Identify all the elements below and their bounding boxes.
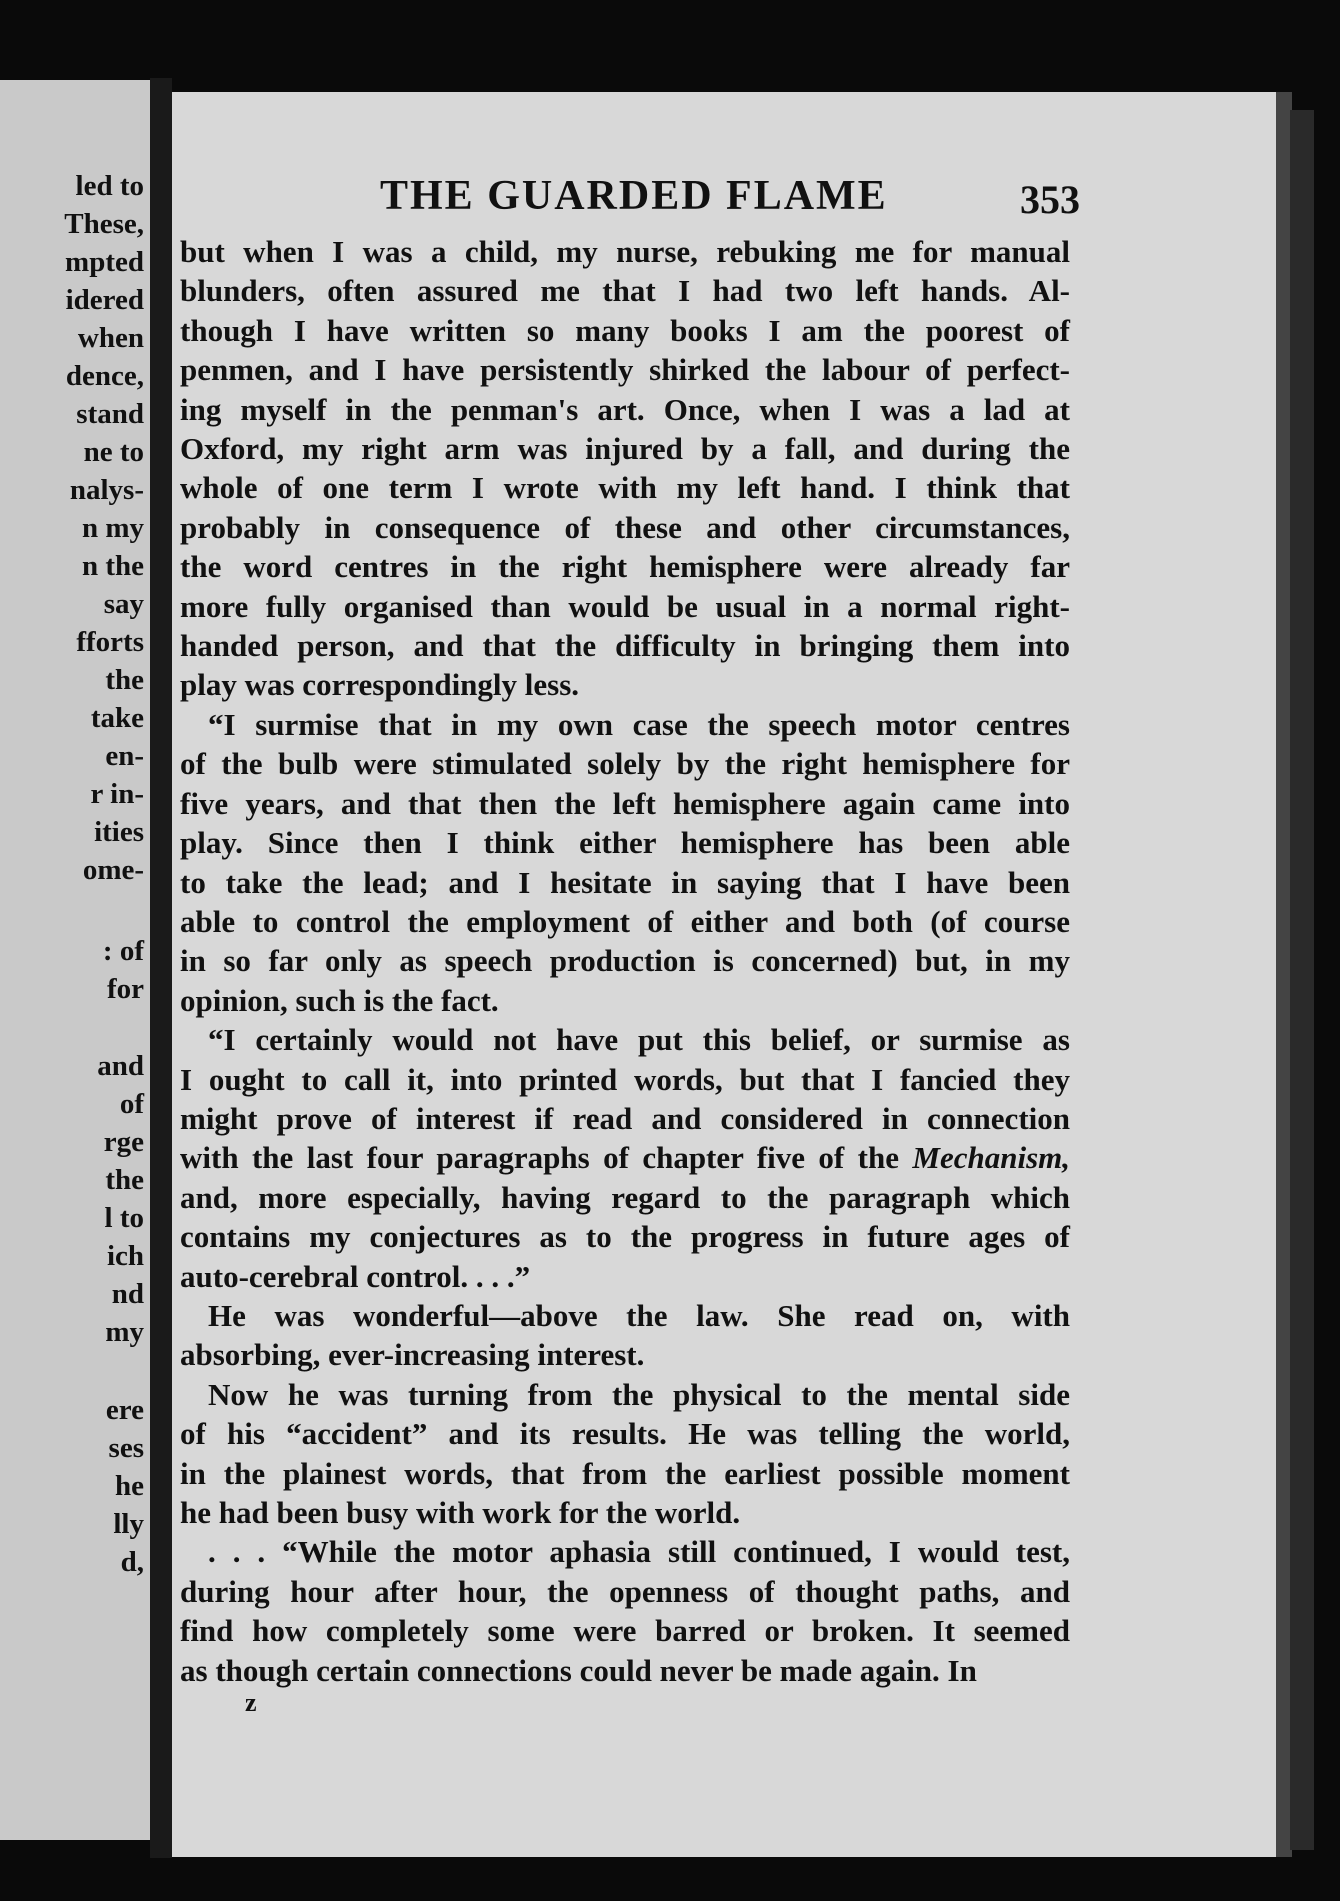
text-line: and, more especially, having regard to the paragraph which <box>180 1179 1070 1215</box>
text-line: I ought to call it, into printed words, but that I fancied they <box>180 1061 1070 1097</box>
text-line: “I surmise that in my own case the speech motor centres <box>208 706 1070 742</box>
text-line: play was correspondingly less. <box>180 667 580 703</box>
left-page-fragment: he <box>115 1470 144 1502</box>
text-line: penmen, and I have persistently shirked the labour of perfect- <box>180 352 1070 388</box>
text-line: absorbing, ever-increasing interest. <box>180 1337 645 1373</box>
text-line: in so far only as speech production is concerned) but, in my <box>180 943 1070 979</box>
italic-title: Mechanism, <box>912 1140 1070 1176</box>
text-line: ing myself in the penman's art. Once, when I was a lad at <box>180 391 1070 427</box>
text-line: though I have written so many books I am the poorest of <box>180 312 1070 348</box>
text-line: during hour after hour, the openness of thought paths, and <box>180 1573 1070 1609</box>
text-line: he had been busy with work for the world. <box>180 1495 741 1530</box>
text-line: . . . “While the motor aphasia still continued, I would test, <box>208 1534 1070 1570</box>
left-page-fragment: for <box>106 973 144 1005</box>
left-page-fragment: when <box>77 322 144 354</box>
left-page-fragment: my <box>105 1316 144 1348</box>
book-spine <box>150 78 172 1858</box>
left-page <box>0 80 156 1840</box>
left-page-fragment: : of <box>102 935 144 967</box>
left-page-fragment: These, <box>64 208 144 240</box>
text-line: five years, and that then the left hemisphere again came into <box>180 785 1070 821</box>
left-page-fragment: led to <box>75 170 144 202</box>
text-line: opinion, such is the fact. <box>180 982 499 1018</box>
text-line: to take the lead; and I hesitate in saying that I have been <box>180 864 1070 900</box>
left-page-fragment: say <box>103 588 144 620</box>
left-page-fragment: of <box>119 1088 144 1120</box>
left-page-fragment: l to <box>104 1202 144 1234</box>
running-title: THE GUARDED FLAME <box>380 173 888 219</box>
text-line: of his “accident” and its results. He was telling the world, <box>180 1416 1070 1452</box>
left-page-fragment: nd <box>111 1278 144 1310</box>
text-line: able to control the employment of either and both (of course <box>180 903 1070 939</box>
text-line: probably in consequence of these and other circumstances, <box>180 509 1070 545</box>
text-line <box>180 1138 1070 1177</box>
left-page-fragment: ities <box>94 816 144 848</box>
text-line: of the bulb were stimulated solely by the right hemisphere for <box>180 746 1070 782</box>
left-page-fragment: en- <box>105 740 144 772</box>
left-page-fragment: nalys- <box>69 474 144 506</box>
text-line: the word centres in the right hemisphere were already far <box>180 549 1070 585</box>
left-page-fragment: dence, <box>65 360 144 392</box>
text-line: Oxford, my right arm was injured by a fall, and during the <box>180 431 1070 467</box>
left-page-fragment: ich <box>106 1240 144 1272</box>
left-page-fragment: lly <box>113 1508 144 1540</box>
signature-mark: z <box>245 1688 257 1717</box>
text-line: blunders, often assured me that I had two left hands. Al- <box>180 273 1070 309</box>
body-text <box>180 232 1070 1690</box>
text-line: find how completely some were barred or broken. It seemed <box>180 1613 1070 1649</box>
text-line: as though certain connections could never be made again. In <box>180 1652 977 1688</box>
left-page-fragment: mpted <box>65 246 144 278</box>
left-page-fragment: n the <box>81 550 144 582</box>
left-page-fragment: idered <box>65 284 144 316</box>
text-line: in the plainest words, that from the earliest possible moment <box>180 1455 1070 1491</box>
text-line: but when I was a child, my nurse, rebuking me for manual <box>180 234 1070 269</box>
text-line: more fully organised than would be usual in a normal right- <box>180 588 1070 624</box>
left-page-fragment: d, <box>120 1546 144 1578</box>
text-line: handed person, and that the difficulty in bringing them into <box>180 628 1070 664</box>
left-page-fragment: and <box>97 1050 144 1082</box>
left-page-fragment: ne to <box>83 436 144 468</box>
page-edge <box>1290 110 1314 1850</box>
text-line: might prove of interest if read and considered in connection <box>180 1100 1070 1136</box>
left-page-fragment: n my <box>81 512 144 544</box>
left-page-fragment: fforts <box>76 626 144 658</box>
page-number: 353 <box>1020 177 1080 222</box>
text-line: contains my conjectures as to the progress in future ages of <box>180 1219 1070 1255</box>
text-line: “I certainly would not have put this belief, or surmise as <box>208 1022 1070 1058</box>
page-header <box>210 172 1080 222</box>
left-page-fragment: ere <box>105 1394 144 1426</box>
left-page-fragment: r in- <box>90 778 144 810</box>
left-page-fragment: the <box>105 664 144 696</box>
left-page-fragment: rge <box>103 1126 144 1158</box>
text-line: play. Since then I think either hemisphere has been able <box>180 825 1070 861</box>
text-line: auto-cerebral control. . . .” <box>180 1258 531 1294</box>
left-page-fragment: the <box>105 1164 144 1196</box>
left-page-fragment: stand <box>76 398 144 430</box>
text-line: He was wonderful—above the law. She read on, with <box>208 1297 1070 1333</box>
left-page-fragment: take <box>90 702 144 734</box>
text-line: whole of one term I wrote with my left hand. I think that <box>180 470 1070 506</box>
text-line: Now he was turning from the physical to the mental side <box>208 1376 1070 1412</box>
left-page-fragment: ses <box>108 1432 144 1464</box>
left-page-fragment: ome- <box>82 854 144 886</box>
text-line-part: with the last four paragraphs of chapter five of the <box>180 1140 913 1176</box>
